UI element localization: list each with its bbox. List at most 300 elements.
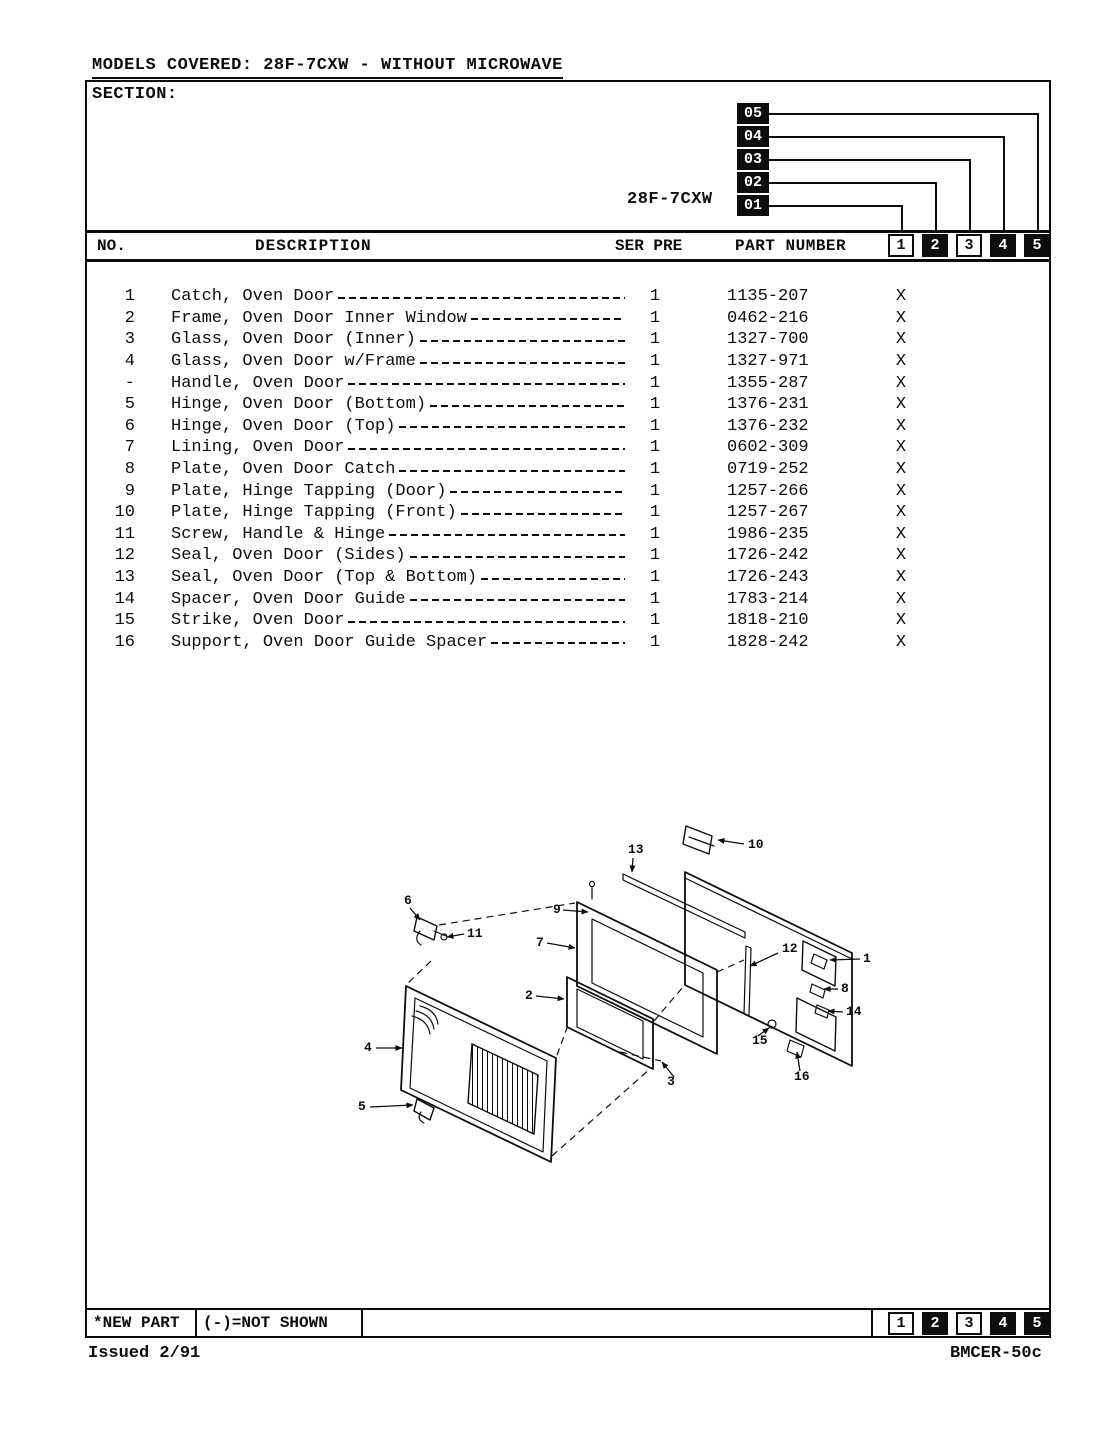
part-description xyxy=(171,503,633,522)
quantity: 1 xyxy=(649,330,661,350)
part-number: 1257-267 xyxy=(727,503,809,523)
mark-cell xyxy=(918,482,952,501)
mark-cell: X xyxy=(895,308,907,328)
ref-column-1: 1 xyxy=(888,234,914,257)
ref-stack-box-05: 05 xyxy=(737,103,769,124)
dash-leader xyxy=(430,405,625,407)
part-description-text: Spacer, Oven Door Guide xyxy=(171,589,406,609)
quantity: 1 xyxy=(649,611,661,631)
dash-leader xyxy=(481,578,625,580)
mark-cell xyxy=(918,287,952,306)
dash-leader xyxy=(348,448,625,450)
not-shown-legend: (-)=NOT SHOWN xyxy=(197,1310,363,1336)
mark-cell xyxy=(918,633,952,652)
door-handle-arc xyxy=(416,1011,434,1029)
callout-layer xyxy=(358,837,871,1114)
ref-stack-box-03: 03 xyxy=(737,149,769,170)
front-frame-cutout-lower xyxy=(796,998,836,1051)
front-frame-top-edge xyxy=(685,878,852,959)
dash-leader xyxy=(410,556,625,558)
section-area xyxy=(87,82,1049,233)
callout-leader xyxy=(536,996,564,999)
quantity: 1 xyxy=(649,546,661,566)
projection-line xyxy=(552,1068,651,1156)
part-number: 1376-231 xyxy=(727,395,809,415)
table-row xyxy=(87,610,1049,632)
callout-label: 1 xyxy=(863,951,871,966)
callout-label: 5 xyxy=(358,1099,366,1114)
dash-leader xyxy=(410,599,625,601)
table-row xyxy=(87,632,1049,654)
mark-cell xyxy=(986,287,1020,306)
quantity: 1 xyxy=(649,287,661,307)
part-description xyxy=(171,395,633,414)
callout-label: 7 xyxy=(536,935,544,950)
table-row xyxy=(87,524,1049,546)
mark-cell xyxy=(986,482,1020,501)
mark-cell xyxy=(986,633,1020,652)
ref-column-3: 3 xyxy=(956,234,982,257)
model-marks xyxy=(837,482,1054,501)
mark-cell xyxy=(952,482,986,501)
part-description xyxy=(171,590,633,609)
dash-leader xyxy=(348,621,625,623)
mark-cell xyxy=(1020,374,1054,393)
guide-support xyxy=(787,1040,804,1057)
connector-line-01 xyxy=(769,205,903,232)
front-frame-panel xyxy=(685,872,852,1066)
mark-cell xyxy=(952,525,986,544)
part-no: 4 xyxy=(124,352,135,372)
table-row xyxy=(87,308,1049,330)
part-number: 0602-309 xyxy=(727,438,809,458)
model-marks xyxy=(837,611,1054,630)
part-description-text: Lining, Oven Door xyxy=(171,438,345,458)
mark-cell: X xyxy=(895,503,907,523)
model-marks xyxy=(837,438,1054,457)
quantity: 1 xyxy=(649,308,661,328)
dash-leader xyxy=(461,513,625,515)
ref-column-4: 4 xyxy=(990,234,1016,257)
callout-leader xyxy=(718,840,744,844)
callout-leader xyxy=(828,1011,843,1012)
part-description-text: Handle, Oven Door xyxy=(171,373,345,393)
callout-label: 10 xyxy=(748,837,764,852)
model-marks xyxy=(837,395,1054,414)
mark-cell xyxy=(918,417,952,436)
dash-leader xyxy=(389,534,625,536)
part-description xyxy=(171,568,633,587)
front-frame-cutout-upper xyxy=(802,941,836,986)
projection-line xyxy=(407,961,431,984)
mark-cell: X xyxy=(895,481,907,501)
table-row xyxy=(87,351,1049,373)
mark-cell xyxy=(952,352,986,371)
table-row xyxy=(87,416,1049,438)
mark-cell xyxy=(986,460,1020,479)
part-number: 0462-216 xyxy=(727,308,809,328)
part-description-text: Plate, Hinge Tapping (Door) xyxy=(171,481,447,501)
part-no: 15 xyxy=(114,611,135,631)
part-description-text: Glass, Oven Door w/Frame xyxy=(171,352,416,372)
callout-leader xyxy=(370,1105,413,1107)
new-part-legend: *NEW PART xyxy=(87,1310,197,1336)
dash-leader xyxy=(338,297,625,299)
mark-cell xyxy=(1020,568,1054,587)
part-description-text: Seal, Oven Door (Sides) xyxy=(171,546,406,566)
mark-cell xyxy=(1020,330,1054,349)
quantity: 1 xyxy=(649,416,661,436)
door-catch xyxy=(811,954,827,969)
mark-cell: X xyxy=(895,611,907,631)
callout-label: 12 xyxy=(782,941,798,956)
mark-cell xyxy=(918,438,952,457)
quantity: 1 xyxy=(649,481,661,501)
part-description-text: Plate, Hinge Tapping (Front) xyxy=(171,503,457,523)
parts-table xyxy=(87,262,1049,653)
mark-cell xyxy=(952,287,986,306)
part-number: 1828-242 xyxy=(727,632,809,652)
callout-label: 6 xyxy=(404,893,412,908)
part-number: 1376-232 xyxy=(727,416,809,436)
part-no: 11 xyxy=(114,524,135,544)
header-description: DESCRIPTION xyxy=(255,237,372,255)
mark-cell xyxy=(1020,352,1054,371)
mark-cell xyxy=(986,395,1020,414)
mark-cell xyxy=(1020,611,1054,630)
mark-cell xyxy=(1020,417,1054,436)
top-seal-strip xyxy=(623,874,745,938)
mark-cell xyxy=(986,525,1020,544)
quantity: 1 xyxy=(649,632,661,652)
mark-cell: X xyxy=(895,438,907,458)
mark-cell: X xyxy=(895,568,907,588)
table-row xyxy=(87,567,1049,589)
model-marks xyxy=(837,374,1054,393)
mark-cell xyxy=(952,568,986,587)
dash-leader xyxy=(399,426,625,428)
mark-cell xyxy=(952,417,986,436)
table-row xyxy=(87,480,1049,502)
door-handle-arc xyxy=(412,1016,430,1034)
section-label: SECTION: xyxy=(92,85,178,104)
part-description-text: Glass, Oven Door (Inner) xyxy=(171,330,416,350)
model-label: 28F-7CXW xyxy=(627,190,713,209)
mark-cell xyxy=(1020,460,1054,479)
mark-cell: X xyxy=(895,546,907,566)
callout-leader xyxy=(830,959,860,960)
part-description xyxy=(171,633,633,652)
callout-label: 8 xyxy=(841,981,849,996)
callout-leader xyxy=(632,858,633,872)
part-no: 14 xyxy=(114,589,135,609)
callout-leader xyxy=(547,943,575,948)
quantity: 1 xyxy=(649,438,661,458)
mark-cell xyxy=(918,503,952,522)
callout-label: 14 xyxy=(846,1004,862,1019)
part-number: 1135-207 xyxy=(727,287,809,307)
callout-leader xyxy=(563,910,588,912)
callout-label: 9 xyxy=(553,902,561,917)
ref-column-5: 5 xyxy=(1024,234,1050,257)
dash-leader xyxy=(471,318,625,320)
mark-cell xyxy=(986,590,1020,609)
footer-spacer xyxy=(363,1310,873,1336)
table-row xyxy=(87,329,1049,351)
ref-column-1: 1 xyxy=(888,1312,914,1335)
part-description xyxy=(171,525,633,544)
mark-cell: X xyxy=(895,524,907,544)
mark-cell xyxy=(918,590,952,609)
ref-stack-box-02: 02 xyxy=(737,172,769,193)
part-description xyxy=(171,287,633,306)
model-marks xyxy=(837,590,1054,609)
callout-leader xyxy=(750,953,778,966)
ref-column-5: 5 xyxy=(1024,1312,1050,1335)
mark-cell xyxy=(918,309,952,328)
part-no: 8 xyxy=(124,460,135,480)
mark-cell xyxy=(918,460,952,479)
mark-cell xyxy=(1020,525,1054,544)
model-marks xyxy=(837,330,1054,349)
mark-cell xyxy=(986,374,1020,393)
mark-cell xyxy=(986,503,1020,522)
model-marks xyxy=(837,460,1054,479)
model-marks xyxy=(837,525,1054,544)
mark-cell: X xyxy=(895,287,907,307)
mark-cell: X xyxy=(895,373,907,393)
hinge-bottom-flange xyxy=(419,1112,424,1123)
part-no: - xyxy=(124,373,135,393)
mark-cell xyxy=(952,633,986,652)
door-lining xyxy=(577,902,717,1054)
dash-leader xyxy=(420,340,625,342)
quantity: 1 xyxy=(649,503,661,523)
part-number: 1986-235 xyxy=(727,524,809,544)
dash-leader xyxy=(348,383,625,385)
table-row xyxy=(87,502,1049,524)
part-description xyxy=(171,374,633,393)
hinge-bottom xyxy=(414,1099,434,1120)
part-number: 1783-214 xyxy=(727,589,809,609)
part-description xyxy=(171,309,633,328)
mark-cell xyxy=(952,590,986,609)
guide-spacer xyxy=(815,1005,829,1018)
mark-cell xyxy=(952,611,986,630)
mark-cell: X xyxy=(895,460,907,480)
mark-cell xyxy=(1020,287,1054,306)
part-number: 1726-242 xyxy=(727,546,809,566)
mark-cell xyxy=(918,374,952,393)
exploded-diagram xyxy=(320,800,890,1190)
callout-label: 2 xyxy=(525,988,533,1003)
part-number: 1726-243 xyxy=(727,568,809,588)
mark-cell: X xyxy=(895,352,907,372)
part-description-text: Frame, Oven Door Inner Window xyxy=(171,308,467,328)
table-row xyxy=(87,459,1049,481)
mark-cell xyxy=(1020,438,1054,457)
part-no: 6 xyxy=(124,416,135,436)
ref-stack-box-01: 01 xyxy=(737,195,769,216)
mark-cell xyxy=(986,438,1020,457)
mark-cell xyxy=(1020,546,1054,565)
mark-cell: X xyxy=(895,330,907,350)
callout-label: 4 xyxy=(364,1040,372,1055)
mark-cell xyxy=(1020,482,1054,501)
dash-leader xyxy=(399,470,625,472)
header-ser-pre: SER PRE xyxy=(615,237,683,255)
part-description-text: Strike, Oven Door xyxy=(171,611,345,631)
part-number: 1327-700 xyxy=(727,330,809,350)
quantity: 1 xyxy=(649,373,661,393)
part-description-text: Screw, Handle & Hinge xyxy=(171,524,386,544)
model-marks xyxy=(837,352,1054,371)
model-marks xyxy=(837,309,1054,328)
quantity: 1 xyxy=(649,524,661,544)
ref-column-2: 2 xyxy=(922,1312,948,1335)
mark-cell xyxy=(952,503,986,522)
mark-cell xyxy=(1020,590,1054,609)
model-marks xyxy=(837,287,1054,306)
part-no: 13 xyxy=(114,568,135,588)
mark-cell xyxy=(952,374,986,393)
part-description-text: Hinge, Oven Door (Bottom) xyxy=(171,395,427,415)
mark-cell: X xyxy=(895,632,907,652)
model-marks xyxy=(837,503,1054,522)
mark-cell xyxy=(952,546,986,565)
part-description xyxy=(171,438,633,457)
model-marks xyxy=(837,417,1054,436)
projection-line xyxy=(717,960,744,972)
part-description-text: Seal, Oven Door (Top & Bottom) xyxy=(171,568,478,588)
ref-column-2: 2 xyxy=(922,234,948,257)
part-no: 7 xyxy=(124,438,135,458)
callout-label: 16 xyxy=(794,1069,810,1084)
part-no: 1 xyxy=(124,287,135,307)
mark-cell xyxy=(918,352,952,371)
model-marks xyxy=(837,633,1054,652)
callout-label: 13 xyxy=(628,842,644,857)
part-number: 1327-971 xyxy=(727,352,809,372)
mark-cell xyxy=(918,525,952,544)
table-row xyxy=(87,588,1049,610)
part-no: 12 xyxy=(114,546,135,566)
part-no: 9 xyxy=(124,481,135,501)
mark-cell xyxy=(952,460,986,479)
table-row xyxy=(87,286,1049,308)
footer-bar xyxy=(87,1308,1049,1336)
part-description xyxy=(171,546,633,565)
mark-cell xyxy=(986,611,1020,630)
mark-cell xyxy=(986,309,1020,328)
mark-cell xyxy=(986,330,1020,349)
callout-leader xyxy=(447,934,464,937)
mark-cell xyxy=(986,417,1020,436)
part-description xyxy=(171,417,633,436)
quantity: 1 xyxy=(649,395,661,415)
mark-cell xyxy=(1020,395,1054,414)
header-no: NO. xyxy=(97,237,126,255)
part-no: 16 xyxy=(114,632,135,652)
dash-leader xyxy=(420,362,625,364)
ref-stack-box-04: 04 xyxy=(737,126,769,147)
quantity: 1 xyxy=(649,568,661,588)
model-marks xyxy=(837,546,1054,565)
dash-leader xyxy=(450,491,625,493)
part-no: 10 xyxy=(114,503,135,523)
part-description xyxy=(171,330,633,349)
part-description-text: Catch, Oven Door xyxy=(171,287,335,307)
catch-plate xyxy=(810,984,825,998)
quantity: 1 xyxy=(649,460,661,480)
mark-cell xyxy=(986,352,1020,371)
dash-leader xyxy=(491,642,625,644)
mark-cell xyxy=(986,546,1020,565)
footer-ref-columns xyxy=(873,1310,1049,1336)
mark-cell xyxy=(1020,309,1054,328)
table-row xyxy=(87,372,1049,394)
mark-cell xyxy=(918,546,952,565)
part-description-text: Support, Oven Door Guide Spacer xyxy=(171,632,488,652)
quantity: 1 xyxy=(649,352,661,372)
side-seal-strip xyxy=(744,946,751,1016)
mark-cell xyxy=(918,611,952,630)
mark-cell xyxy=(952,395,986,414)
mark-cell: X xyxy=(895,416,907,436)
callout-label: 15 xyxy=(752,1033,768,1048)
table-row xyxy=(87,545,1049,567)
part-number: 1818-210 xyxy=(727,611,809,631)
ref-column-4: 4 xyxy=(990,1312,1016,1335)
ref-column-3: 3 xyxy=(956,1312,982,1335)
part-description-text: Hinge, Oven Door (Top) xyxy=(171,416,396,436)
part-number: 0719-252 xyxy=(727,460,809,480)
table-row xyxy=(87,394,1049,416)
mark-cell: X xyxy=(895,589,907,609)
header-part-number: PART NUMBER xyxy=(735,237,847,255)
mark-cell xyxy=(1020,633,1054,652)
part-description xyxy=(171,611,633,630)
mark-cell xyxy=(952,438,986,457)
support-bracket-ridge xyxy=(689,837,714,846)
mark-cell xyxy=(1020,503,1054,522)
mark-cell xyxy=(952,309,986,328)
callout-leader xyxy=(410,908,420,920)
part-description xyxy=(171,460,633,479)
part-no: 5 xyxy=(124,395,135,415)
quantity: 1 xyxy=(649,589,661,609)
models-covered-title: MODELS COVERED: 28F-7CXW - WITHOUT MICROWAVE xyxy=(92,56,563,79)
mark-cell xyxy=(986,568,1020,587)
part-description-text: Plate, Oven Door Catch xyxy=(171,460,396,480)
mark-cell xyxy=(918,395,952,414)
part-number: 1355-287 xyxy=(727,373,809,393)
mark-cell xyxy=(952,330,986,349)
part-description xyxy=(171,352,633,371)
table-row xyxy=(87,437,1049,459)
callout-label: 3 xyxy=(667,1074,675,1089)
model-marks xyxy=(837,568,1054,587)
screw-head xyxy=(590,882,595,887)
part-description xyxy=(171,482,633,501)
projection-line xyxy=(654,987,683,1021)
projection-line xyxy=(557,1028,567,1055)
mark-cell xyxy=(918,330,952,349)
mark-cell xyxy=(918,568,952,587)
table-header xyxy=(87,233,1049,262)
issued-date: Issued 2/91 xyxy=(88,1344,201,1363)
part-no: 3 xyxy=(124,330,135,350)
